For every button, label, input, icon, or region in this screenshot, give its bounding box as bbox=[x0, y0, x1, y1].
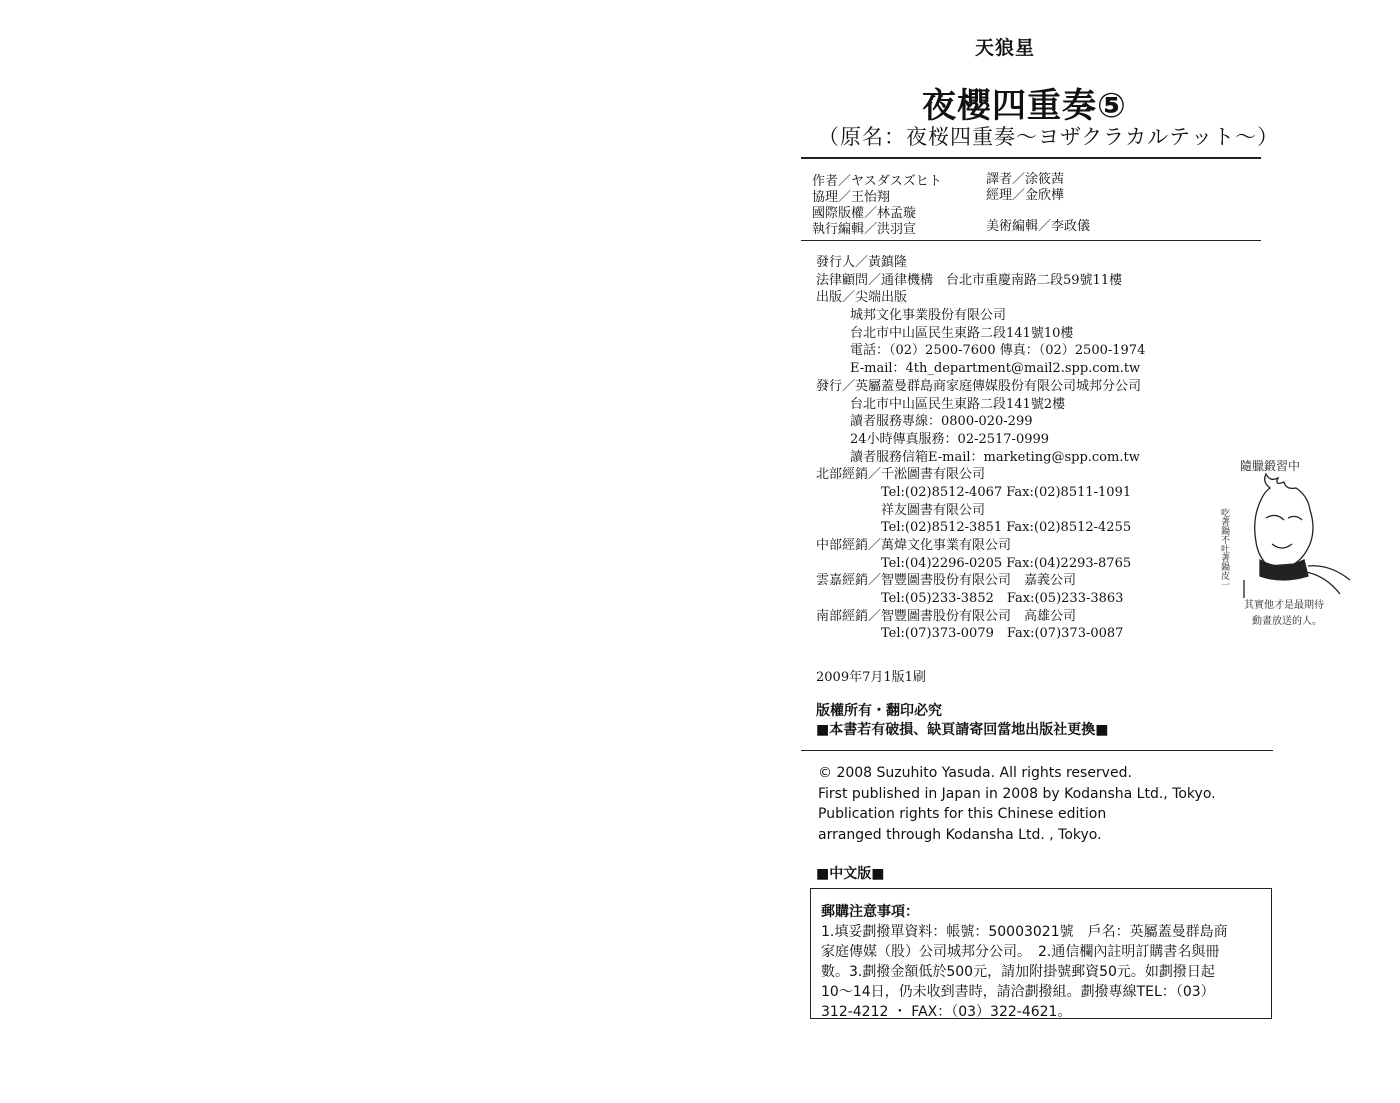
order-notice-box bbox=[810, 888, 1272, 1019]
south-distributor-tel: Tel:(07)373-0079 Fax:(07)373-0087 bbox=[881, 626, 1124, 642]
chinese-edition-label: ■中文版■ bbox=[816, 866, 885, 882]
character-drawing bbox=[1244, 474, 1350, 598]
distribution-address: 台北市中山區民生東路二段141號2樓 bbox=[850, 396, 1066, 412]
chibi-character-sketch bbox=[1200, 448, 1360, 638]
rights-notice bbox=[816, 702, 1108, 740]
credit-translator: 譯者／涂筱茜 bbox=[986, 172, 1065, 187]
order-notice-line-1: 1.填妥劃撥單資料：帳號：50003021號 戶名：英屬蓋曼群島商 bbox=[821, 924, 1228, 940]
imprint-line: 出版／尖端出版 bbox=[816, 290, 908, 306]
yunjia-distributor-tel: Tel:(05)233-3852 Fax:(05)233-3863 bbox=[881, 591, 1124, 607]
yunjia-distributor: 雲嘉經銷／智豐圖書股份有限公司 嘉義公司 bbox=[816, 573, 1077, 589]
original-title: （原名：夜桜四重奏〜ヨザクラカルテット〜） bbox=[818, 125, 1280, 149]
south-distributor: 南部經銷／智豐圖書股份有限公司 高雄公司 bbox=[816, 608, 1077, 624]
legal-line: 法律顧問／通律機構 台北市重慶南路二段59號11樓 bbox=[816, 272, 1123, 288]
imprint-company: 城邦文化事業股份有限公司 bbox=[850, 308, 1007, 324]
imprint-email: E-mail：4th_department@mail2.spp.com.tw bbox=[850, 361, 1141, 377]
order-notice-line-4: 10〜14日，仍未收到書時，請洽劃撥組。劃撥專線TEL：（03） bbox=[821, 984, 1215, 1000]
credit-rights: 國際版權／林孟璇 bbox=[812, 206, 917, 221]
edition-date: 2009年7月1版1刷 bbox=[816, 670, 926, 685]
credit-author: 作者／ヤスダスズヒト bbox=[812, 174, 942, 189]
north-distributor-tel: Tel:(02)8512-4067 Fax:(02)8511-1091 bbox=[881, 484, 1132, 500]
sketch-side-note: 吃著鍋不吐著鍋皮一 bbox=[1219, 508, 1229, 589]
book-title: 夜櫻四重奏⑤ bbox=[922, 86, 1127, 126]
fax-24h: 24小時傳真服務：02-2517-0999 bbox=[850, 431, 1050, 447]
central-distributor: 中部經銷／萬煒文化事業有限公司 bbox=[816, 538, 1012, 553]
credit-assistant: 協理／王怡翔 bbox=[812, 190, 891, 205]
imprint-address: 台北市中山區民生東路二段141號10樓 bbox=[850, 325, 1074, 341]
order-notice-line-2: 家庭傳媒（股）公司城邦分公司。 2.通信欄內註明訂購書名與冊 bbox=[821, 944, 1220, 960]
copyright-line-3: Publication rights for this Chinese edition bbox=[818, 806, 1107, 822]
credit-manager: 經理／金欣樺 bbox=[986, 188, 1065, 203]
copyright-line-1: © 2008 Suzuhito Yasuda. All rights reserved. bbox=[818, 765, 1132, 781]
copyright-line-4: arranged through Kodansha Ltd. , Tokyo. bbox=[818, 826, 1102, 843]
credit-art-editor: 美術編輯／李政儀 bbox=[986, 219, 1091, 234]
rights-line-1: 版權所有・翻印必究 bbox=[816, 703, 942, 719]
reader-hotline: 讀者服務專線：0800-020-299 bbox=[850, 414, 1033, 430]
order-notice-title: 郵購注意事項： bbox=[821, 904, 919, 920]
series-name: 天狼星 bbox=[975, 37, 1036, 59]
order-notice-line-5: 312-4212 ・ FAX：（03）322-4621。 bbox=[821, 1004, 1072, 1020]
copyright-block bbox=[818, 763, 1216, 845]
central-distributor-tel: Tel:(04)2296-0205 Fax:(04)2293-8765 bbox=[881, 555, 1132, 571]
divider-credits bbox=[801, 240, 1261, 241]
publishing-info bbox=[816, 254, 1145, 643]
copyright-line-2: First published in Japan in 2008 by Kodansha Ltd., Tokyo. bbox=[818, 785, 1216, 802]
divider-copyright bbox=[801, 750, 1273, 751]
divider-top bbox=[801, 157, 1261, 159]
order-notice-line-3: 數。3.劃撥金額低於500元，請加附掛號郵資50元。如劃撥日起 bbox=[821, 964, 1215, 980]
sketch-top-note: 隨臘鍛習中 bbox=[1240, 459, 1301, 473]
sketch-bottom-note-2: 動畫放送的人。 bbox=[1252, 616, 1322, 627]
north-distributor: 北部經銷／千淞圖書有限公司 bbox=[816, 467, 986, 483]
rights-line-2: ■本書若有破損、缺頁請寄回當地出版社更換■ bbox=[816, 722, 1109, 738]
sketch-bottom-note-1: 其實他才是最期待 bbox=[1244, 600, 1324, 611]
publisher-line: 發行人／黃鎮隆 bbox=[816, 255, 908, 270]
north-distributor-2: 祥友圖書有限公司 bbox=[881, 502, 986, 518]
distribution-line: 發行／英屬蓋曼群島商家庭傳媒股份有限公司城邦分公司 bbox=[816, 378, 1142, 394]
reader-email: 讀者服務信箱E-mail：marketing@spp.com.tw bbox=[850, 449, 1140, 465]
imprint-phone: 電話：（02）2500-7600 傳真：（02）2500-1974 bbox=[850, 343, 1146, 359]
north-distributor-2-tel: Tel:(02)8512-3851 Fax:(02)8512-4255 bbox=[881, 520, 1132, 536]
credit-editor: 執行編輯／洪羽宣 bbox=[812, 222, 917, 237]
